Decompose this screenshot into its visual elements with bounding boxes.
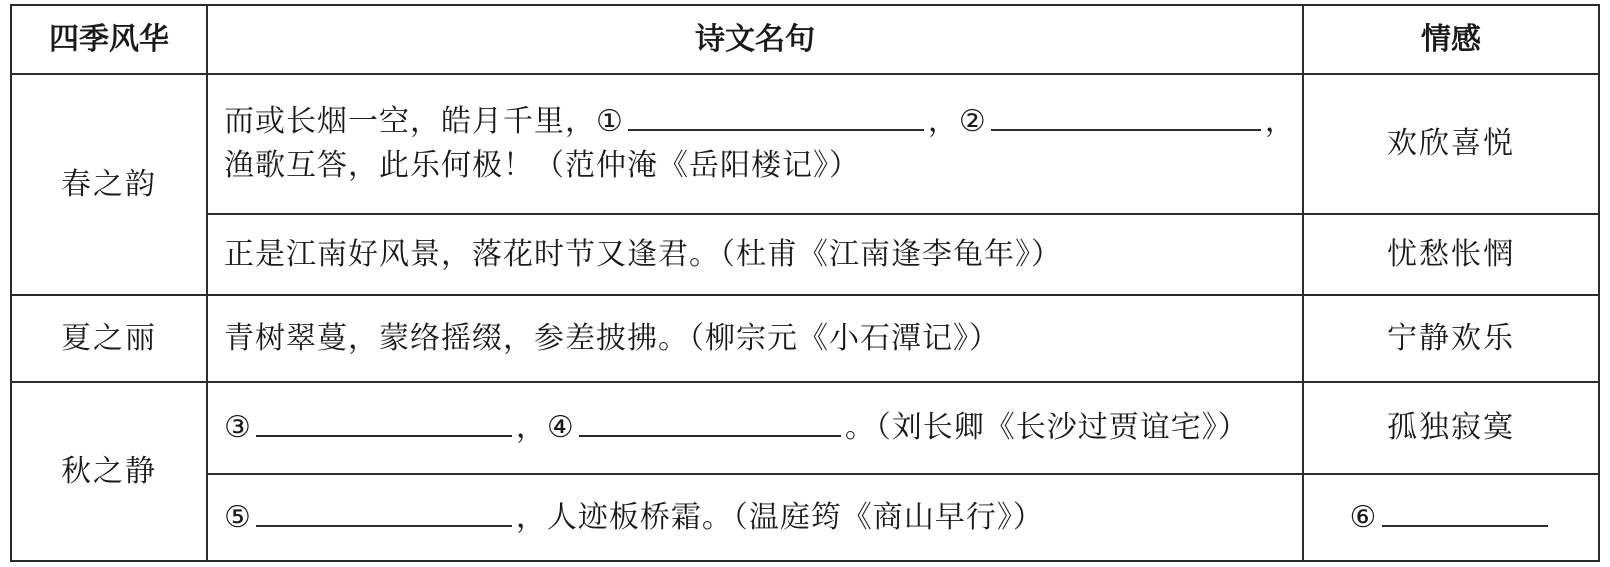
table-header-row: [11, 5, 1599, 74]
table-row: [11, 74, 1599, 214]
emotion-line: [1350, 500, 1553, 535]
verse-text: ，: [1264, 104, 1296, 140]
verse-line: [224, 500, 1044, 535]
emotion-autumn-2: [1303, 474, 1599, 561]
verse-line: 渔歌互答，此乐何极！（范仲淹《岳阳楼记》）: [224, 147, 860, 183]
answer-blank-3[interactable]: [256, 409, 512, 437]
verse-text: ，④: [515, 410, 575, 446]
verse-autumn-2: [207, 474, 1303, 561]
verse-text: ③: [224, 410, 252, 446]
verse-text: 而或长烟一空，皓月千里，①: [224, 104, 624, 140]
answer-blank-1[interactable]: [628, 103, 924, 131]
verse-line: [224, 410, 1249, 445]
verse-spring-2: 正是江南好风景，落花时节又逢君。（杜甫《江南逢李龟年》）: [207, 214, 1303, 295]
answer-blank-2[interactable]: [991, 103, 1261, 131]
header-verse: 诗文名句: [207, 5, 1303, 74]
emotion-autumn-1: 孤独寂寞: [1303, 382, 1599, 473]
season-summer: 夏之丽: [11, 295, 207, 382]
table-row: [11, 295, 1599, 382]
verse-autumn-1: [207, 382, 1303, 473]
emotion-spring-1: 欢欣喜悦: [1303, 74, 1599, 214]
answer-blank-6[interactable]: [1382, 499, 1548, 527]
season-spring: 春之韵: [11, 74, 207, 295]
verse-spring-1: [207, 74, 1303, 214]
table-row: [11, 474, 1599, 561]
seasons-poetry-table: [10, 4, 1600, 562]
verse-line: [224, 100, 1296, 144]
poetry-table-page: [10, 4, 1600, 562]
verse-summer: 青树翠蔓，蒙络摇缀，参差披拂。（柳宗元《小石潭记》）: [207, 295, 1303, 382]
verse-text: ，②: [927, 104, 987, 140]
season-autumn: 秋之静: [11, 382, 207, 561]
answer-blank-4[interactable]: [579, 409, 841, 437]
emotion-spring-2: 忧愁怅惘: [1303, 214, 1599, 295]
emotion-summer: 宁静欢乐: [1303, 295, 1599, 382]
verse-text: 。（刘长卿《长沙过贾谊宅》）: [844, 410, 1249, 446]
verse-text: ，人迹板桥霜。（温庭筠《商山早行》）: [515, 499, 1044, 535]
header-emotion: 情感: [1303, 5, 1599, 74]
verse-text: ⑤: [224, 499, 252, 535]
table-row: [11, 382, 1599, 473]
header-season: 四季风华: [11, 5, 207, 74]
answer-blank-5[interactable]: [256, 499, 512, 527]
emotion-prefix: ⑥: [1349, 499, 1379, 535]
table-row: [11, 214, 1599, 295]
